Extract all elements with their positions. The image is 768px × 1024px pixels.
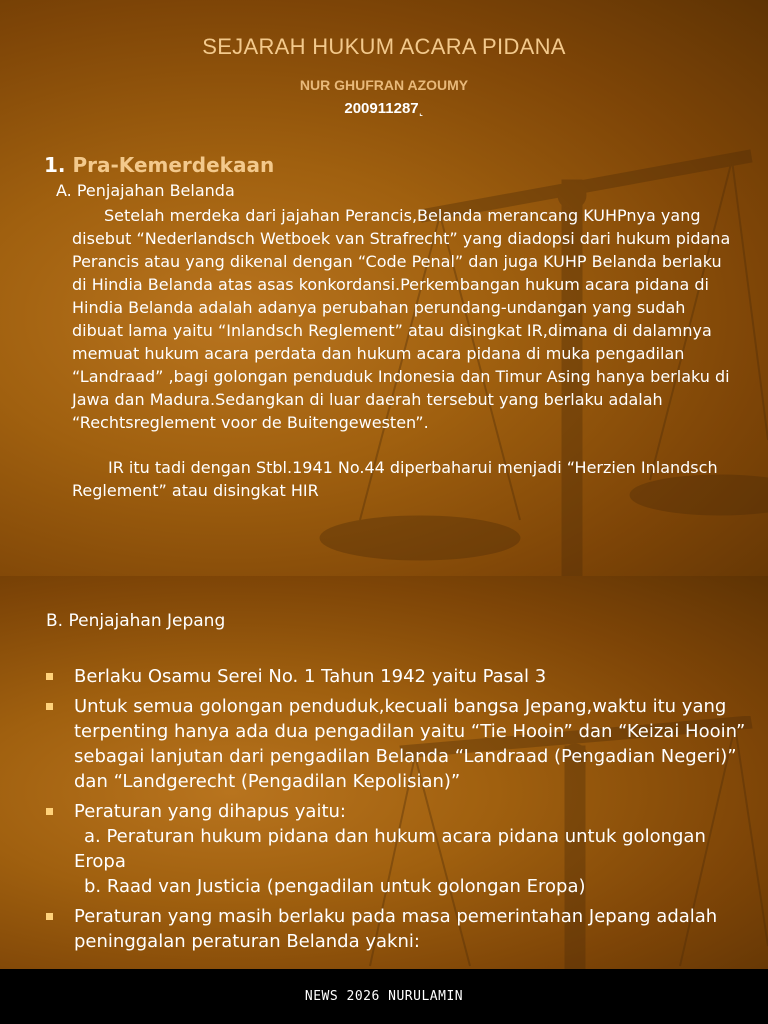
page-title: SEJARAH HUKUM ACARA PIDANA xyxy=(202,34,566,59)
subsection-heading-b: B. Penjajahan Jepang xyxy=(46,611,226,631)
student-id: 200911287˻ xyxy=(344,100,424,117)
paragraph-1: Setelah merdeka dari jajahan Perancis,Belanda merancang KUHPnya yang disebut “Nederlandsch Wetboek van Strafrecht” yang diadopsi dari hukum pidana Perancis atau yang dikenal dengan “Code Penal” dan juga KUHP Belanda berlaku di Hindia Belanda atas asas konkordansi.Perkembangan hukum acara pidana di Hindia Belanda adalah adanya perubahan perundang-undangan yang sudah dibuat lama yaitu “Inlandsch Reglement” atau disingkat IR,dimana di dalamnya memuat hukum acara perdata dan hukum acara pidana di muka pengadilan “Landraad” ,bagi golongan penduduk Indonesia dan Timur Asing hanya berlaku di Jawa dan Madura.Sedangkan di luar daerah tersebut yang berlaku adalah “Rechtsreglement voor de Buitengewesten”. xyxy=(72,206,731,432)
footer-text: NEWS 2026 NURULAMIN xyxy=(304,989,464,1004)
section-number: 1. xyxy=(44,153,66,177)
bullet-square-icon xyxy=(46,703,53,710)
subsection-heading-a: A. Penjajahan Belanda xyxy=(56,181,235,200)
bullet-square-icon xyxy=(46,673,53,680)
bullet-list xyxy=(46,664,746,959)
author-name: NUR GHUFRAN AZOUMY xyxy=(299,77,469,93)
bullet-square-icon xyxy=(46,808,53,815)
section-title: Pra-Kemerdekaan xyxy=(72,153,275,177)
list-item: Berlaku Osamu Serei No. 1 Tahun 1942 yaitu Pasal 3 xyxy=(46,664,746,689)
list-item: Peraturan yang dihapus yaitu: a. Peraturan hukum pidana dan hukum acara pidana untuk golongan Eropa b. Raad van Justicia (pengadilan untuk golongan Eropa) xyxy=(46,799,746,899)
list-item: Untuk semua golongan penduduk,kecuali bangsa Jepang,waktu itu yang terpenting hanya ada dua pengadilan yaitu “Tie Hooin” dan “Keizai Hooin” sebagai lanjutan dari pengadilan Belanda “Landraad (Pengadian Negeri)” dan “Landgerecht (Pengadilan Kepolisian)” xyxy=(46,694,746,794)
bullet-square-icon xyxy=(46,913,53,920)
sub-item-b: b. Raad van Justicia (pengadilan untuk golongan Eropa) xyxy=(84,876,586,897)
section-heading xyxy=(44,153,274,177)
paragraph-2: IR itu tadi dengan Stbl.1941 No.44 diperbaharui menjadi “Herzien Inlandsch Reglement” atau disingkat HIR xyxy=(72,458,718,500)
sub-item-a: a. Peraturan hukum pidana dan hukum acara pidana untuk golongan Eropa xyxy=(74,826,706,872)
list-item: Peraturan yang masih berlaku pada masa pemerintahan Jepang adalah peninggalan peraturan Belanda yakni: xyxy=(46,904,746,954)
